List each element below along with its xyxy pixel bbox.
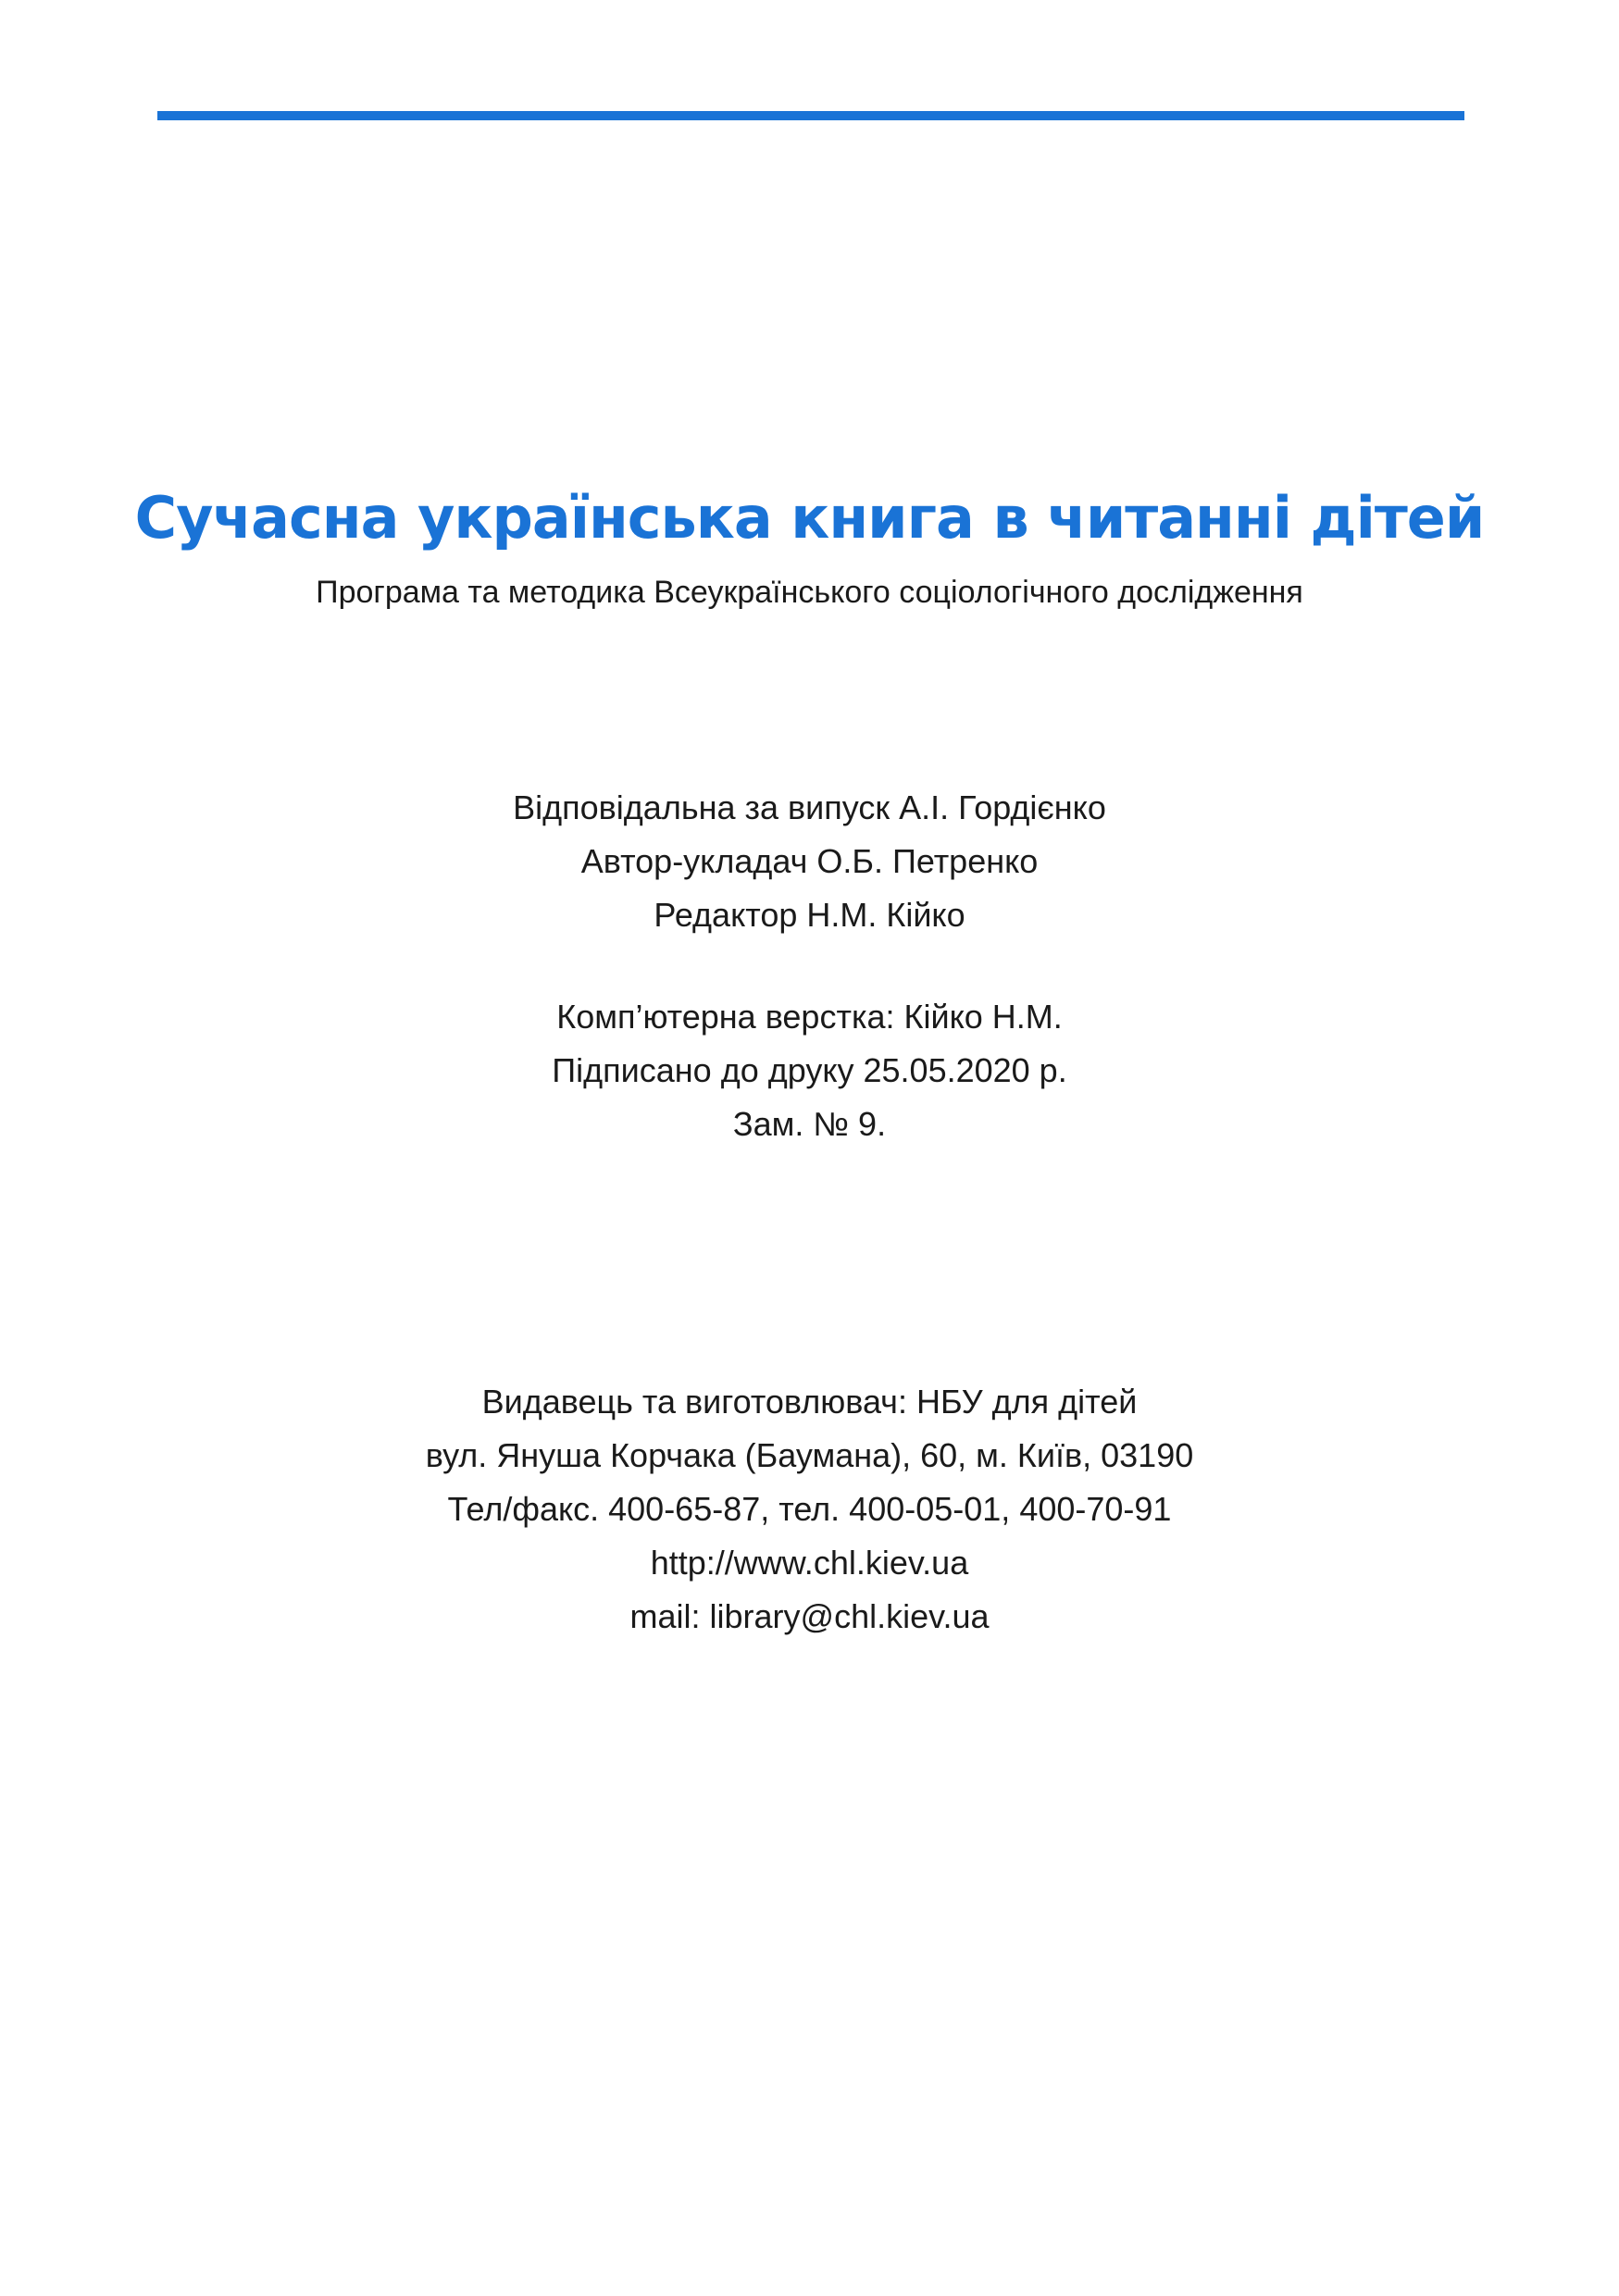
printing-order-number: Зам. № 9. (732, 1105, 887, 1143)
printing-layout: Комп’ютерна верстка: Кійко Н.М. (556, 998, 1063, 1036)
publisher-email: mail: library@chl.kiev.ua (629, 1597, 990, 1635)
document-title: Сучасна українська книга в читанні дітей (134, 484, 1485, 552)
publisher-name: Видавець та виготовлювач: НБУ для дітей (481, 1383, 1138, 1421)
credits-block (0, 781, 1619, 942)
publisher-website: http://www.chl.kiev.ua (650, 1544, 969, 1582)
top-accent-rule (157, 111, 1464, 120)
credit-compiler: Автор-укладач О.Б. Петренко (580, 842, 1039, 880)
document-subtitle: Програма та методика Всеукраїнського соціологічного дослідження (316, 575, 1303, 610)
printing-signed-date: Підписано до друку 25.05.2020 р. (552, 1051, 1067, 1089)
publisher-block (0, 1375, 1619, 1644)
publisher-phones: Тел/факс. 400-65-87, тел. 400-05-01, 400-70-91 (447, 1490, 1172, 1528)
credit-responsible: Відповідальна за випуск А.І. Гордієнко (513, 788, 1106, 826)
credit-editor: Редактор Н.М. Кійко (654, 896, 965, 934)
publisher-address: вул. Януша Корчака (Баумана), 60, м. Київ, 03190 (425, 1436, 1194, 1474)
printing-block (0, 990, 1619, 1151)
